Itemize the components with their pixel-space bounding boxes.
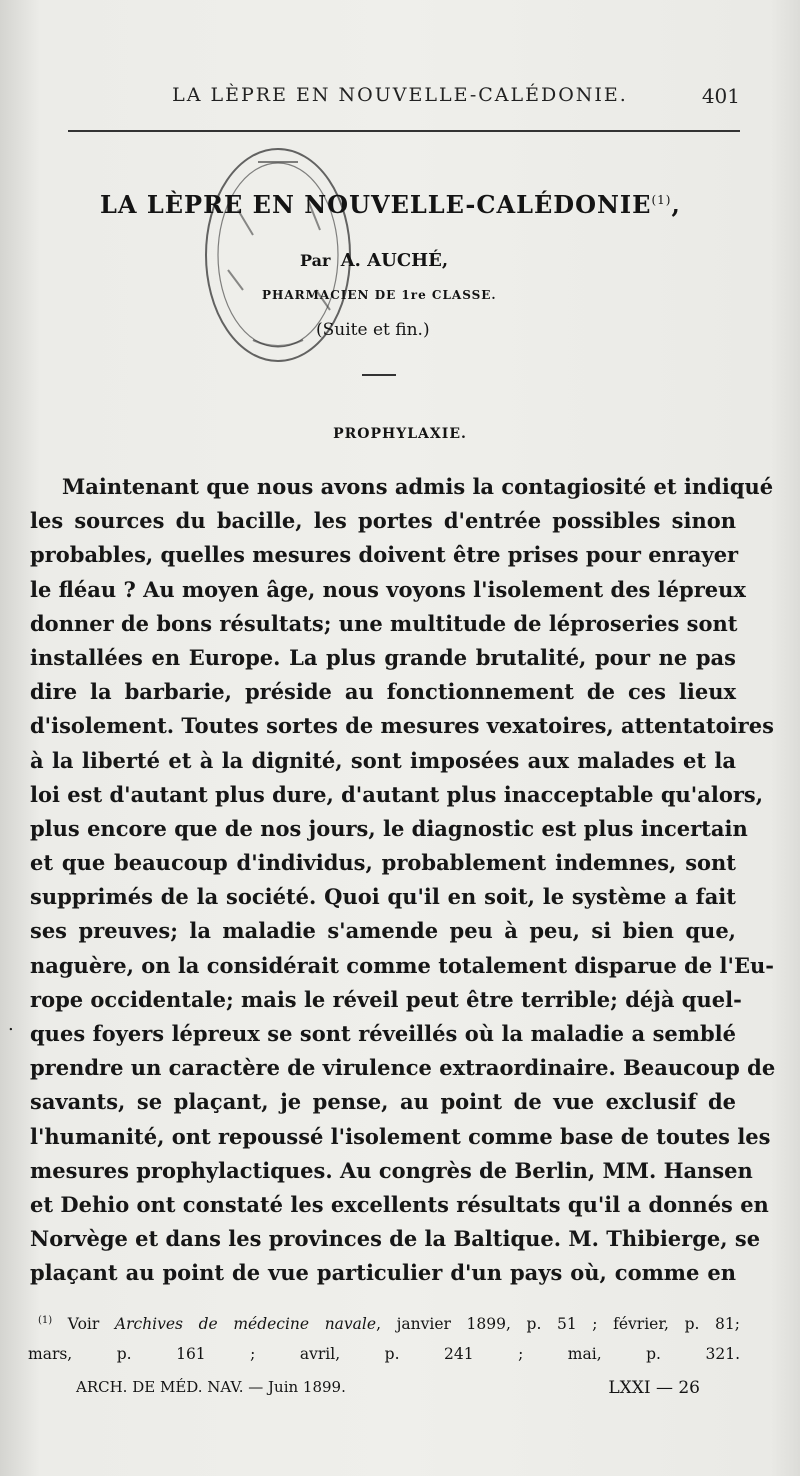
text-line: probables, quelles mesures doivent être prises pour enrayer	[30, 542, 739, 568]
author-credential: PHARMACIEN DE 1re CLASSE.	[262, 288, 497, 302]
text-line: les sources du bacille, les portes d'entrée possibles sinon	[30, 508, 736, 534]
signature-mark: LXXI — 26	[608, 1378, 700, 1398]
body-paragraph	[30, 470, 776, 1291]
text-line: à la liberté et à la dignité, sont imposées aux malades et la	[30, 747, 736, 773]
text-line: d'isolement. Toutes sortes de mesures vexatoires, attentatoires	[30, 713, 774, 739]
text-line: naguère, on la considérait comme totalement disparue de l'Eu-	[30, 952, 774, 978]
text-line: savants, se plaçant, je pense, au point de vue exclusif de	[30, 1089, 736, 1115]
text-line: donner de bons résultats; une multitude de léproseries sont	[30, 610, 738, 636]
text-line: plaçant au point de vue particulier d'un pays où, comme en	[30, 1260, 736, 1286]
footnote-line1-end: , janvier 1899, p. 51 ; février, p. 81;	[376, 1315, 740, 1334]
text-line: et que beaucoup d'individus, probablement indemnes, sont	[30, 850, 736, 876]
text-line: l'humanité, ont repoussé l'isolement comme base de toutes les	[30, 1123, 771, 1149]
text-line: Maintenant que nous avons admis la contagiosité et indiqué	[62, 474, 774, 499]
author-prefix: Par	[300, 251, 331, 270]
title-trailing: ,	[671, 190, 681, 219]
header-rule	[68, 130, 740, 132]
title-separator	[362, 374, 396, 376]
footnote-marker: (1)	[38, 1315, 53, 1326]
author-line	[300, 250, 448, 271]
text-line: ques foyers lépreux se sont réveillés où la maladie a semblé	[30, 1021, 736, 1046]
running-head-title: LA LÈPRE EN NOUVELLE-CALÉDONIE.	[172, 84, 628, 106]
footnote-start: Voir	[67, 1315, 100, 1334]
text-line: loi est d'autant plus dure, d'autant plus inacceptable qu'alors,	[30, 781, 764, 807]
section-heading: PROPHYLAXIE.	[333, 426, 467, 442]
text-line: mesures prophylactiques. Au congrès de Berlin, MM. Hansen	[30, 1157, 753, 1183]
footnote-line-1	[28, 1306, 740, 1339]
continuation-note: (Suite et fin.)	[316, 320, 430, 340]
text-line: dire la barbarie, préside au fonctionnement de ces lieux	[30, 679, 736, 705]
running-head	[60, 84, 740, 114]
footnote-line-2: mars, p. 161 ; avril, p. 241 ; mai, p. 321.	[28, 1345, 740, 1364]
text-line: prendre un caractère de virulence extraordinaire. Beaucoup de	[30, 1055, 776, 1081]
text-line: rope occidentale; mais le réveil peut être terrible; déjà quel-	[30, 986, 742, 1012]
text-line: installées en Europe. La plus grande brutalité, pour ne pas	[30, 644, 736, 670]
text-line: Norvège et dans les provinces de la Baltique. M. Thibierge, se	[30, 1226, 761, 1252]
article-title	[100, 190, 700, 219]
page-number: 401	[701, 84, 740, 108]
text-line: supprimés de la société. Quoi qu'il en soit, le système a fait	[30, 884, 736, 910]
text-line: ses preuves; la maladie s'amende peu à peu, si bien que,	[30, 918, 736, 944]
margin-mark: .	[8, 1014, 14, 1035]
footnote	[28, 1306, 740, 1369]
title-footnote-marker: (1)	[651, 193, 672, 207]
author-name: A. AUCHÉ,	[340, 250, 449, 271]
text-line: plus encore que de nos jours, le diagnostic est plus incertain	[30, 815, 748, 841]
text-line: le fléau ? Au moyen âge, nous voyons l'isolement des lépreux	[30, 576, 746, 602]
article-title-text: LA LÈPRE EN NOUVELLE-CALÉDONIE	[100, 190, 652, 219]
text-line: et Dehio ont constaté les excellents résultats qu'il a donnés en	[30, 1191, 769, 1217]
journal-reference: ARCH. DE MÉD. NAV. — Juin 1899.	[76, 1378, 346, 1396]
footnote-journal: Archives de médecine navale	[114, 1315, 377, 1334]
